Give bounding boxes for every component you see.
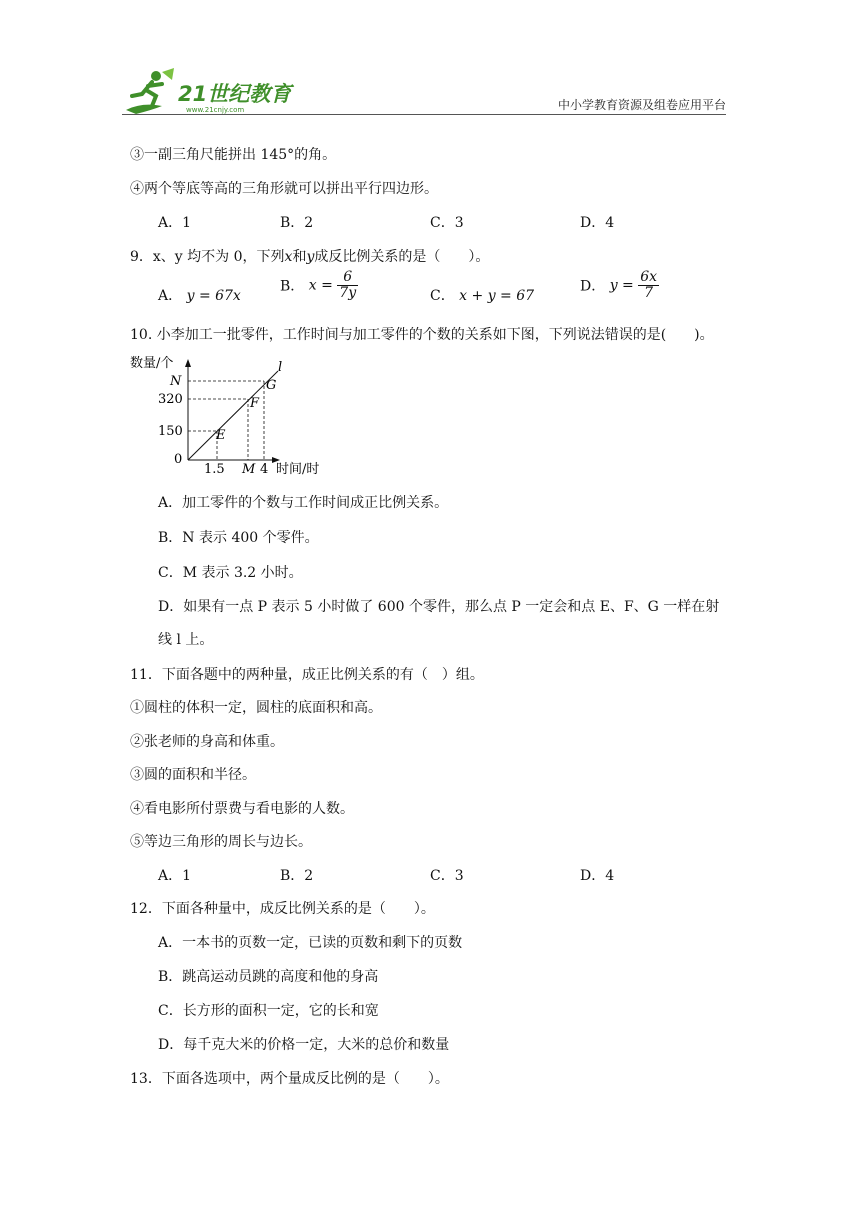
q12-option-d: D．每千克大米的价格一定，大米的总价和数量 [158,1037,450,1053]
q9-option-b-fraction [337,270,358,301]
q9-stem [130,246,489,266]
x-tick-m: M [242,462,256,475]
q9-option-d-fraction [638,270,659,301]
ray-l-label: l [278,360,283,375]
q12-option-b: B．跳高运动员跳的高度和他的身高 [158,969,379,985]
q12-stem: 12．下面各种量中，成反比例关系的是（ ）。 [130,901,435,917]
x-tick-4: 4 [260,462,269,475]
point-g-label: G [266,378,277,393]
q9-option-a-expr: y = 67x [186,288,241,304]
y-axis-label: 数量/个 [130,356,174,371]
q9-option-d-label: D． [580,278,606,295]
logo-url: www.21cnjy.com [186,106,245,114]
q9-stem-b: 和 [292,249,307,265]
q10-option-b: B．N 表示 400 个零件。 [158,530,319,546]
q9-var-y: y [306,249,315,265]
q10-option-d-line1: D．如果有一点 P 表示 5 小时做了 600 个零件，那么点 P 一定会和点 E、F、G 一样在射 [158,599,720,615]
q12-option-c: C．长方形的面积一定，它的长和宽 [158,1003,379,1019]
q11-stem: 11．下面各题中的两种量，成正比例关系的有（ ）组。 [130,667,484,683]
q8-option-a: A．1 [158,215,192,231]
q13-stem: 13．下面各选项中，两个量成反比例的是（ ）。 [130,1071,449,1087]
q9-option-d-lhs: y = [609,277,634,294]
q12-option-a: A．一本书的页数一定，已读的页数和剩下的页数 [158,935,463,951]
q9-stem-a: 9．x、y 均不为 0，下列 [130,249,285,265]
q10-graph [128,355,348,475]
q11-item-4: ④看电影所付票费与看电影的人数。 [130,801,354,817]
q9-option-b-denominator: 7y [339,285,357,301]
q9-option-d [580,270,659,301]
q8-option-c: C．3 [430,215,464,231]
q11-item-5: ⑤等边三角形的周长与边长。 [130,834,312,850]
q9-option-d-numerator: 6x [640,269,658,285]
y-axis-arrow [185,359,191,367]
q10-option-a: A．加工零件的个数与工作时间成正比例关系。 [158,495,449,511]
q9-option-b-label: B． [280,278,305,295]
y-tick-150: 150 [158,424,183,439]
q11-item-1: ①圆柱的体积一定，圆柱的底面积和高。 [130,700,382,716]
q11-option-d: D．4 [580,868,615,884]
q9-option-a [158,285,241,305]
q9-option-c-expr: x + y = 67 [459,288,535,304]
x-axis-label: 时间/时 [276,462,320,475]
q8-option-b: B．2 [280,215,314,231]
header-divider [122,114,726,115]
point-e-label: E [216,428,226,443]
q11-option-a: A．1 [158,868,192,884]
y-tick-n: N [170,374,182,389]
logo-text: 21世纪教育 [178,82,292,106]
point-f-label: F [250,396,260,411]
q10-option-d-line2: 线 l 上。 [158,632,214,648]
q9-option-c [430,285,534,305]
q9-var-x: x [284,249,293,265]
q9-option-c-label: C． [430,288,455,304]
q9-option-d-denominator: 7 [644,285,654,301]
platform-title: 中小学教育资源及组卷应用平台 [557,98,726,112]
y-tick-0: 0 [174,452,183,467]
q11-item-2: ②张老师的身高和体重。 [130,734,284,750]
q8-item-4: ④两个等底等高的三角形就可以拼出平行四边形。 [130,181,438,197]
x-tick-1-5: 1.5 [204,462,225,475]
q8-item-3: ③一副三角尺能拼出 145°的角。 [130,147,337,163]
q9-stem-c: 成反比例关系的是（ ）。 [314,249,490,265]
q10-stem: 10. 小李加工一批零件，工作时间与加工零件的个数的关系如下图，下列说法错误的是( )。 [130,327,714,343]
q9-option-b-lhs: x = [308,277,333,294]
q11-option-b: B．2 [280,868,314,884]
q9-option-b [280,270,358,301]
q11-option-c: C．3 [430,868,464,884]
runner-logo-icon [122,66,182,118]
q11-item-3: ③圆的面积和半径。 [130,767,256,783]
q9-option-b-numerator: 6 [337,270,358,286]
q10-option-c: C．M 表示 3.2 小时。 [158,565,303,581]
y-tick-320: 320 [158,392,183,407]
q8-option-d: D．4 [580,215,615,231]
q9-option-a-label: A． [158,288,183,304]
ray-l [188,371,278,460]
